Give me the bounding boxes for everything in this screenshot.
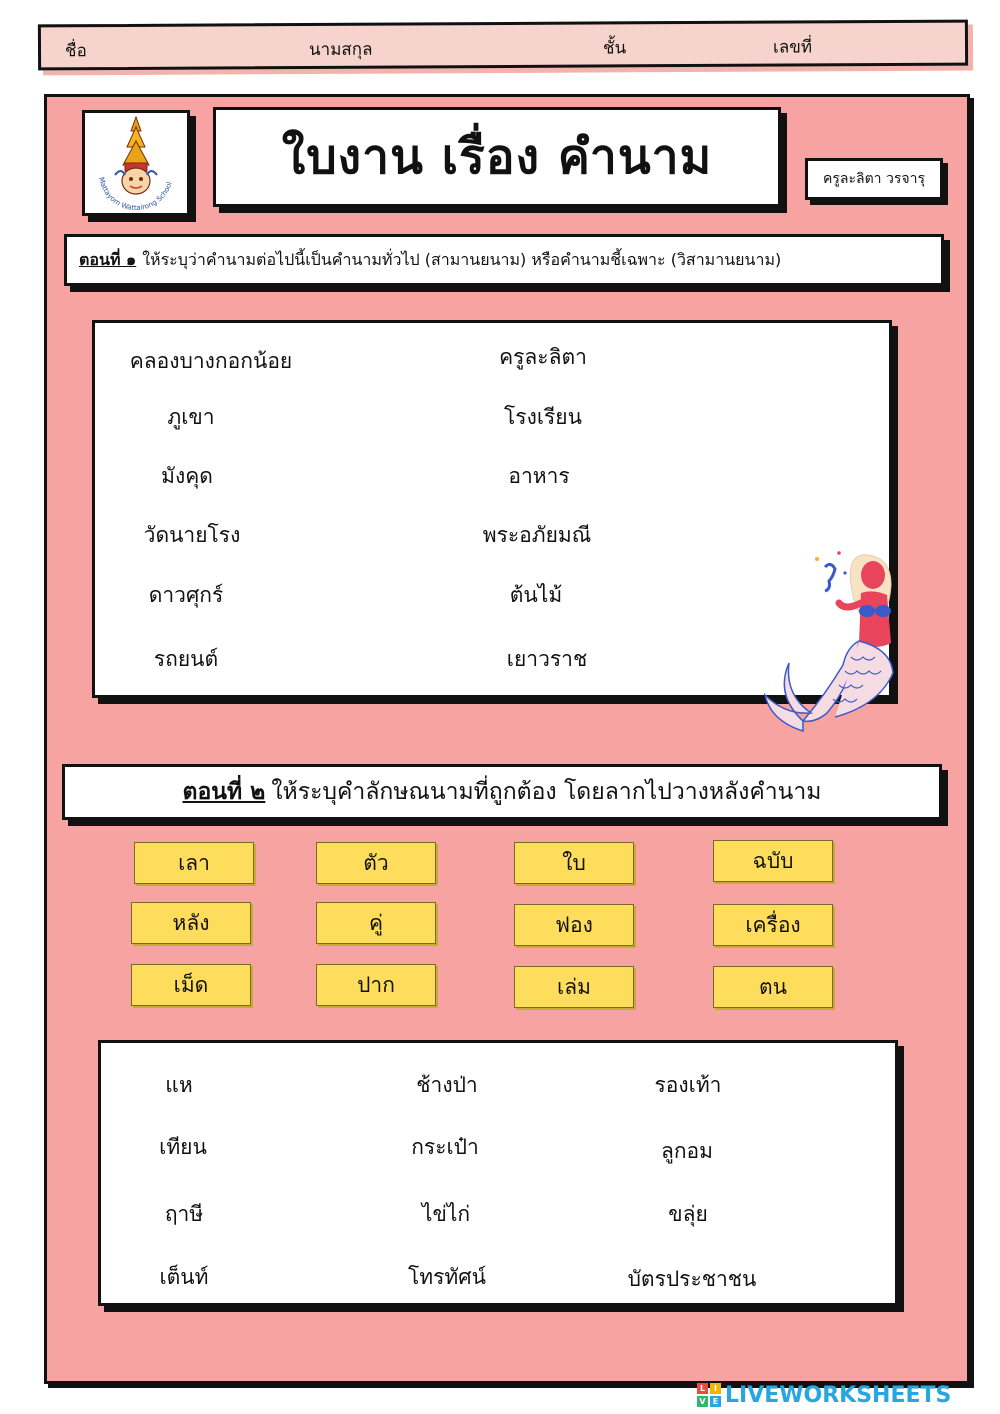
part2-noun: แห — [165, 1073, 193, 1097]
mermaid-illustration — [755, 545, 925, 740]
part1-noun: เยาวราช — [506, 647, 588, 671]
part1-noun: ครูละลิตา — [499, 345, 587, 369]
part1-noun: วัดนายโรง — [143, 523, 241, 547]
part2-label: ตอนที่ ๒ — [182, 779, 266, 805]
school-logo — [82, 110, 190, 216]
class-label: ชั้น — [602, 38, 627, 59]
number-label: เลขที่ — [772, 37, 813, 58]
part2-noun: ช้างป่า — [416, 1073, 478, 1097]
part2-instruction: ให้ระบุคำลักษณนามที่ถูกต้อง โดยลากไปวางหลังคำนาม — [271, 779, 822, 805]
classifier-chip[interactable]: หลัง — [131, 902, 251, 944]
part2-noun: ขลุ่ย — [668, 1202, 708, 1226]
teacher-name: ครูละลิตา วรจารุ — [823, 171, 925, 187]
part1-noun: อาหาร — [508, 464, 570, 488]
student-info-bar — [38, 20, 968, 71]
liveworksheets-logo-icon: L I V E — [697, 1383, 721, 1407]
part1-noun: ภูเขา — [167, 405, 215, 429]
logo-text: Mattayom Wattairong School — [97, 176, 174, 213]
watermark-text: LIVEWORKSHEETS — [725, 1382, 952, 1408]
classifier-chip[interactable]: ใบ — [514, 842, 634, 884]
classifier-chip[interactable]: ปาก — [316, 964, 436, 1006]
classifier-chip[interactable]: เล่ม — [514, 966, 634, 1008]
part1-instruction: ให้ระบุว่าคำนามต่อไปนี้เป็นคำนามทั่วไป (สามานยนาม) หรือคำนามชี้เฉพาะ (วิสามานยนาม) — [142, 249, 782, 269]
part1-noun: ต้นไม้ — [509, 583, 563, 607]
part2-header — [62, 764, 942, 820]
title-box — [213, 107, 781, 207]
classifier-chip[interactable]: เลา — [134, 842, 254, 884]
part1-noun: พระอภัยมณี — [482, 523, 592, 547]
part1-header — [64, 234, 944, 286]
classifier-chip[interactable]: ตัว — [316, 842, 436, 884]
part2-noun: ลูกอม — [660, 1139, 714, 1163]
part1-noun: รถยนต์ — [153, 647, 219, 671]
part2-noun: รองเท้า — [654, 1073, 722, 1097]
name-label: ชื่อ — [64, 41, 87, 62]
classifier-chip[interactable]: ตน — [713, 966, 833, 1008]
mermaid-icon — [755, 545, 925, 740]
part1-noun: ดาวศุกร์ — [148, 583, 224, 607]
part2-noun: ฤาษี — [164, 1202, 204, 1226]
part2-noun: ไข่ไก่ — [421, 1202, 471, 1226]
part1-noun: คลองบางกอกน้อย — [129, 349, 293, 373]
part2-noun: เทียน — [159, 1135, 207, 1159]
part2-noun: เต็นท์ — [159, 1265, 209, 1289]
classifier-chip[interactable]: เม็ด — [131, 964, 251, 1006]
surname-label: นามสกุล — [308, 39, 373, 61]
part2-noun: โทรทัศน์ — [408, 1265, 486, 1289]
part2-noun: กระเป๋า — [411, 1135, 479, 1159]
part2-panel — [98, 1040, 898, 1306]
part1-label: ตอนที่ ๑ — [79, 249, 137, 269]
teacher-box — [805, 158, 943, 200]
school-emblem-icon — [85, 113, 187, 213]
part1-noun: โรงเรียน — [504, 405, 582, 429]
liveworksheets-watermark — [697, 1380, 997, 1410]
classifier-chip[interactable]: เครื่อง — [713, 904, 833, 946]
classifier-chip[interactable]: คู่ — [316, 902, 436, 944]
classifier-chip[interactable]: ฟอง — [514, 904, 634, 946]
part1-noun: มังคุด — [161, 464, 213, 488]
part2-noun: บัตรประชาชน — [627, 1267, 757, 1291]
page-title: ใบงาน เรื่อง คำนาม — [281, 129, 713, 185]
classifier-chip[interactable]: ฉบับ — [713, 840, 833, 882]
